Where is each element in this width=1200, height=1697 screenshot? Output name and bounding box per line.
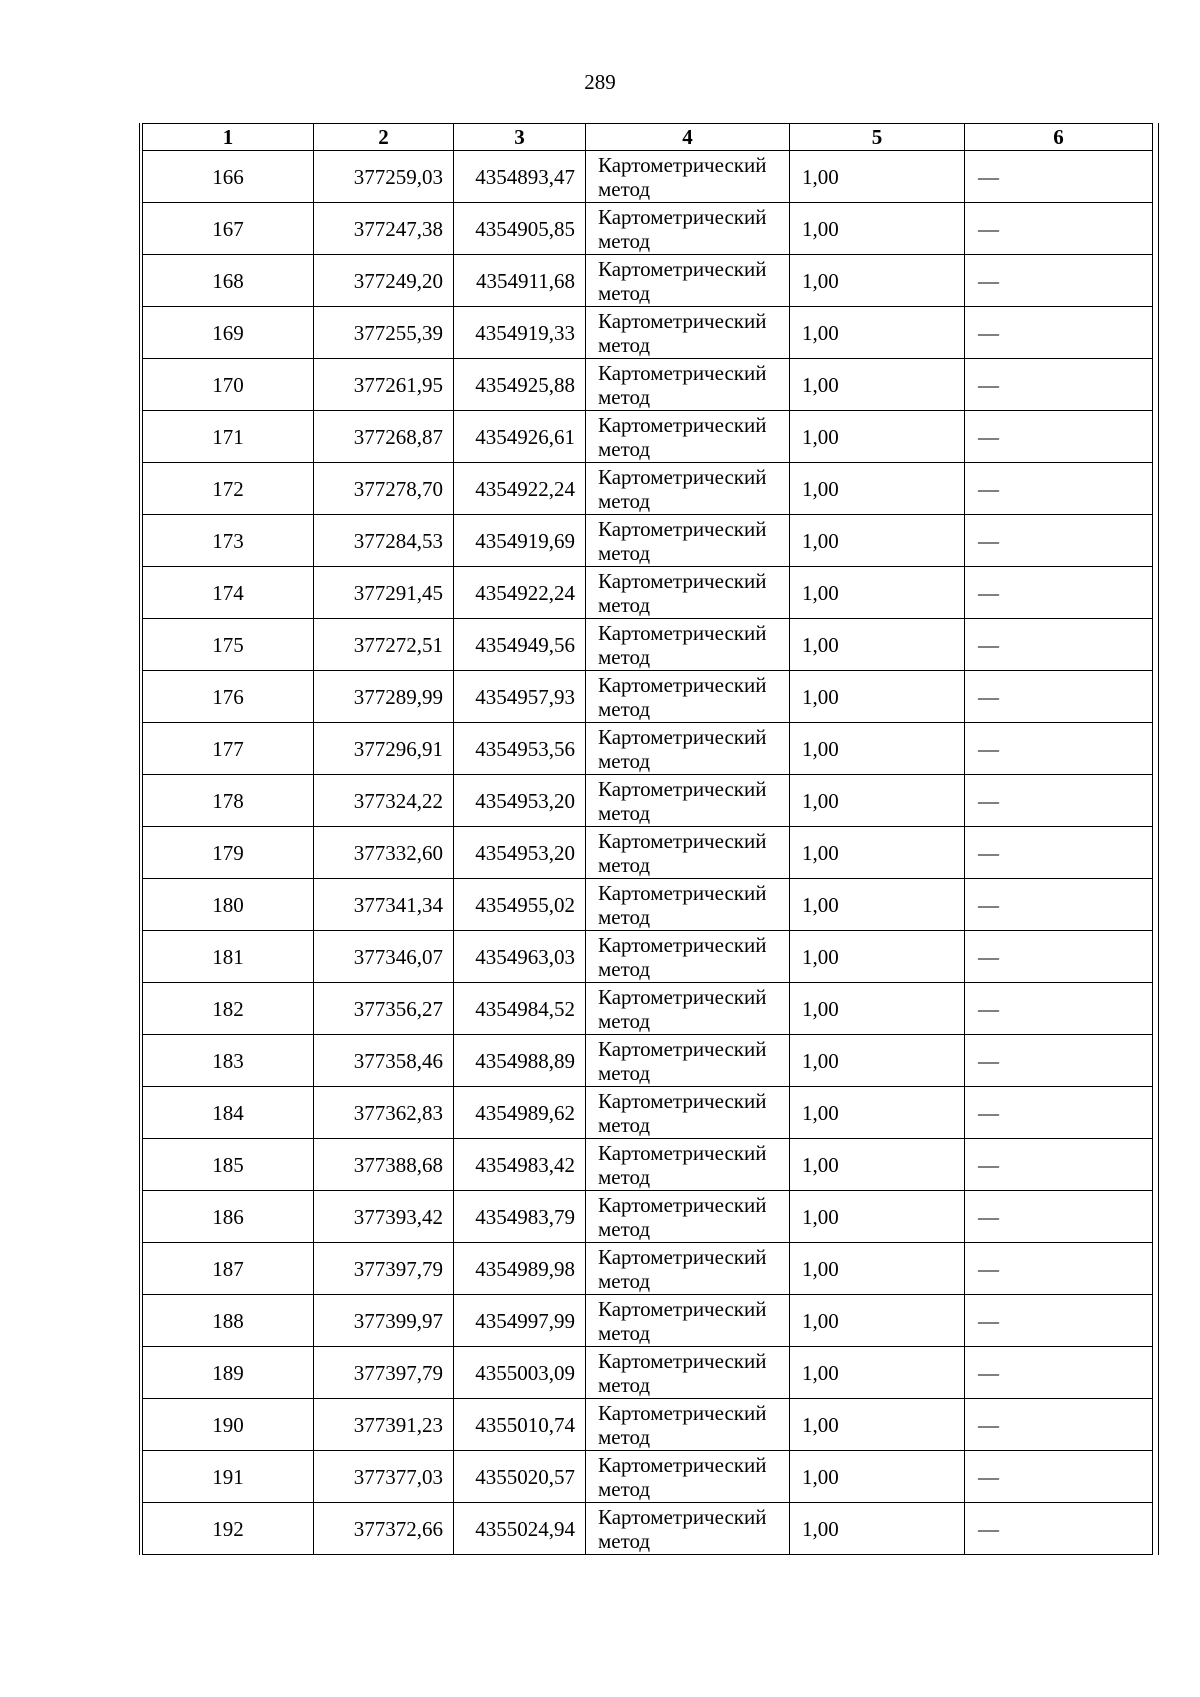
x-coordinate-cell: 377393,42: [314, 1191, 454, 1243]
point-number-cell: 190: [143, 1399, 314, 1451]
table-row: [143, 151, 1153, 203]
method-cell: [586, 1139, 790, 1191]
accuracy-cell: 1,00: [790, 255, 965, 307]
point-number-cell: 192: [143, 1503, 314, 1555]
method-line-2: метод: [598, 540, 651, 565]
y-coordinate-cell: 4355024,94: [454, 1503, 586, 1555]
method-line-2: метод: [598, 644, 651, 669]
method-cell: [586, 359, 790, 411]
method-line-1: Картометрический: [598, 620, 767, 645]
note-cell: —: [965, 1243, 1153, 1295]
note-cell: —: [965, 515, 1153, 567]
method-line-1: Картометрический: [598, 516, 767, 541]
method-cell: [586, 775, 790, 827]
method-line-1: Картометрический: [598, 1296, 767, 1321]
x-coordinate-cell: 377289,99: [314, 671, 454, 723]
note-cell: —: [965, 463, 1153, 515]
y-coordinate-cell: 4354925,88: [454, 359, 586, 411]
point-number-cell: 191: [143, 1451, 314, 1503]
table-row: [143, 359, 1153, 411]
method-line-2: метод: [598, 1320, 651, 1345]
y-coordinate-cell: 4354922,24: [454, 567, 586, 619]
note-cell: —: [965, 1451, 1153, 1503]
note-cell: —: [965, 619, 1153, 671]
method-cell: [586, 1399, 790, 1451]
method-cell: [586, 619, 790, 671]
x-coordinate-cell: 377372,66: [314, 1503, 454, 1555]
table-row: [143, 307, 1153, 359]
accuracy-cell: 1,00: [790, 1295, 965, 1347]
column-header-1: 1: [143, 124, 314, 151]
y-coordinate-cell: 4355010,74: [454, 1399, 586, 1451]
accuracy-cell: 1,00: [790, 1503, 965, 1555]
table-row: [143, 1399, 1153, 1451]
method-line-2: метод: [598, 1528, 651, 1553]
method-cell: [586, 151, 790, 203]
method-line-1: Картометрический: [598, 1192, 767, 1217]
method-line-2: метод: [598, 228, 651, 253]
x-coordinate-cell: 377272,51: [314, 619, 454, 671]
accuracy-cell: 1,00: [790, 1139, 965, 1191]
y-coordinate-cell: 4354955,02: [454, 879, 586, 931]
y-coordinate-cell: 4354983,79: [454, 1191, 586, 1243]
page-number: 289: [584, 70, 616, 94]
point-number-cell: 180: [143, 879, 314, 931]
accuracy-cell: 1,00: [790, 827, 965, 879]
y-coordinate-cell: 4355020,57: [454, 1451, 586, 1503]
y-coordinate-cell: 4354997,99: [454, 1295, 586, 1347]
point-number-cell: 168: [143, 255, 314, 307]
method-line-1: Картометрический: [598, 1504, 767, 1529]
x-coordinate-cell: 377356,27: [314, 983, 454, 1035]
accuracy-cell: 1,00: [790, 463, 965, 515]
x-coordinate-cell: 377247,38: [314, 203, 454, 255]
table-row: [143, 567, 1153, 619]
table-row: [143, 1087, 1153, 1139]
table-header-row: [143, 124, 1153, 151]
point-number-cell: 179: [143, 827, 314, 879]
table-row: [143, 203, 1153, 255]
method-line-1: Картометрический: [598, 1244, 767, 1269]
accuracy-cell: 1,00: [790, 411, 965, 463]
note-cell: —: [965, 827, 1153, 879]
method-line-2: метод: [598, 488, 651, 513]
method-line-2: метод: [598, 592, 651, 617]
point-number-cell: 177: [143, 723, 314, 775]
method-cell: [586, 567, 790, 619]
accuracy-cell: 1,00: [790, 723, 965, 775]
point-number-cell: 188: [143, 1295, 314, 1347]
note-cell: —: [965, 671, 1153, 723]
note-cell: —: [965, 1087, 1153, 1139]
note-cell: —: [965, 1139, 1153, 1191]
accuracy-cell: 1,00: [790, 1191, 965, 1243]
method-line-1: Картометрический: [598, 1140, 767, 1165]
method-line-2: метод: [598, 1372, 651, 1397]
method-line-1: Картометрический: [598, 1348, 767, 1373]
note-cell: —: [965, 1295, 1153, 1347]
note-cell: —: [965, 1191, 1153, 1243]
note-cell: —: [965, 983, 1153, 1035]
method-line-1: Картометрический: [598, 412, 767, 437]
method-line-2: метод: [598, 1008, 651, 1033]
table-body: [143, 151, 1153, 1555]
method-cell: [586, 1451, 790, 1503]
method-cell: [586, 255, 790, 307]
method-cell: [586, 671, 790, 723]
point-number-cell: 174: [143, 567, 314, 619]
table-row: [143, 463, 1153, 515]
table-row: [143, 983, 1153, 1035]
x-coordinate-cell: 377358,46: [314, 1035, 454, 1087]
note-cell: —: [965, 151, 1153, 203]
y-coordinate-cell: 4355003,09: [454, 1347, 586, 1399]
method-cell: [586, 827, 790, 879]
method-line-2: метод: [598, 748, 651, 773]
x-coordinate-cell: 377259,03: [314, 151, 454, 203]
method-line-2: метод: [598, 280, 651, 305]
table-row: [143, 879, 1153, 931]
accuracy-cell: 1,00: [790, 1399, 965, 1451]
table-row: [143, 515, 1153, 567]
x-coordinate-cell: 377332,60: [314, 827, 454, 879]
y-coordinate-cell: 4354957,93: [454, 671, 586, 723]
method-line-1: Картометрический: [598, 360, 767, 385]
point-number-cell: 181: [143, 931, 314, 983]
method-line-1: Картометрический: [598, 672, 767, 697]
x-coordinate-cell: 377268,87: [314, 411, 454, 463]
point-number-cell: 185: [143, 1139, 314, 1191]
method-line-1: Картометрический: [598, 308, 767, 333]
accuracy-cell: 1,00: [790, 1087, 965, 1139]
y-coordinate-cell: 4354926,61: [454, 411, 586, 463]
point-number-cell: 169: [143, 307, 314, 359]
table-row: [143, 619, 1153, 671]
y-coordinate-cell: 4354919,33: [454, 307, 586, 359]
coordinates-table-frame: [139, 123, 1159, 1555]
y-coordinate-cell: 4354953,20: [454, 827, 586, 879]
accuracy-cell: 1,00: [790, 619, 965, 671]
point-number-cell: 184: [143, 1087, 314, 1139]
y-coordinate-cell: 4354983,42: [454, 1139, 586, 1191]
method-line-1: Картометрический: [598, 1088, 767, 1113]
method-line-1: Картометрический: [598, 568, 767, 593]
note-cell: —: [965, 1347, 1153, 1399]
column-header-3: 3: [454, 124, 586, 151]
method-line-1: Картометрический: [598, 152, 767, 177]
x-coordinate-cell: 377346,07: [314, 931, 454, 983]
method-line-1: Картометрический: [598, 1036, 767, 1061]
table-row: [143, 1035, 1153, 1087]
x-coordinate-cell: 377255,39: [314, 307, 454, 359]
method-line-1: Картометрический: [598, 776, 767, 801]
y-coordinate-cell: 4354893,47: [454, 151, 586, 203]
x-coordinate-cell: 377261,95: [314, 359, 454, 411]
method-line-2: метод: [598, 1112, 651, 1137]
x-coordinate-cell: 377291,45: [314, 567, 454, 619]
point-number-cell: 183: [143, 1035, 314, 1087]
point-number-cell: 173: [143, 515, 314, 567]
accuracy-cell: 1,00: [790, 307, 965, 359]
table-row: [143, 1295, 1153, 1347]
table-row: [143, 1139, 1153, 1191]
accuracy-cell: 1,00: [790, 1451, 965, 1503]
accuracy-cell: 1,00: [790, 1035, 965, 1087]
method-line-1: Картометрический: [598, 724, 767, 749]
column-header-4: 4: [586, 124, 790, 151]
accuracy-cell: 1,00: [790, 359, 965, 411]
note-cell: —: [965, 1035, 1153, 1087]
y-coordinate-cell: 4354905,85: [454, 203, 586, 255]
note-cell: —: [965, 567, 1153, 619]
method-line-1: Картометрический: [598, 204, 767, 229]
point-number-cell: 170: [143, 359, 314, 411]
y-coordinate-cell: 4354963,03: [454, 931, 586, 983]
y-coordinate-cell: 4354984,52: [454, 983, 586, 1035]
method-line-1: Картометрический: [598, 464, 767, 489]
x-coordinate-cell: 377284,53: [314, 515, 454, 567]
method-line-2: метод: [598, 956, 651, 981]
point-number-cell: 189: [143, 1347, 314, 1399]
point-number-cell: 186: [143, 1191, 314, 1243]
method-cell: [586, 307, 790, 359]
method-cell: [586, 463, 790, 515]
point-number-cell: 176: [143, 671, 314, 723]
x-coordinate-cell: 377324,22: [314, 775, 454, 827]
accuracy-cell: 1,00: [790, 931, 965, 983]
accuracy-cell: 1,00: [790, 567, 965, 619]
column-header-6: 6: [965, 124, 1153, 151]
x-coordinate-cell: 377341,34: [314, 879, 454, 931]
x-coordinate-cell: 377278,70: [314, 463, 454, 515]
method-line-2: метод: [598, 1216, 651, 1241]
y-coordinate-cell: 4354988,89: [454, 1035, 586, 1087]
note-cell: —: [965, 879, 1153, 931]
accuracy-cell: 1,00: [790, 1243, 965, 1295]
table-row: [143, 1451, 1153, 1503]
method-line-2: метод: [598, 332, 651, 357]
x-coordinate-cell: 377296,91: [314, 723, 454, 775]
note-cell: —: [965, 359, 1153, 411]
method-cell: [586, 411, 790, 463]
table-row: [143, 1347, 1153, 1399]
method-line-2: метод: [598, 852, 651, 877]
point-number-cell: 178: [143, 775, 314, 827]
method-line-1: Картометрический: [598, 256, 767, 281]
note-cell: —: [965, 203, 1153, 255]
column-header-5: 5: [790, 124, 965, 151]
y-coordinate-cell: 4354949,56: [454, 619, 586, 671]
point-number-cell: 171: [143, 411, 314, 463]
point-number-cell: 166: [143, 151, 314, 203]
accuracy-cell: 1,00: [790, 879, 965, 931]
accuracy-cell: 1,00: [790, 983, 965, 1035]
note-cell: —: [965, 1503, 1153, 1555]
method-cell: [586, 1243, 790, 1295]
table-row: [143, 255, 1153, 307]
x-coordinate-cell: 377391,23: [314, 1399, 454, 1451]
note-cell: —: [965, 775, 1153, 827]
table-row: [143, 411, 1153, 463]
method-line-1: Картометрический: [598, 984, 767, 1009]
table-row: [143, 1503, 1153, 1555]
method-line-2: метод: [598, 1268, 651, 1293]
point-number-cell: 187: [143, 1243, 314, 1295]
method-cell: [586, 931, 790, 983]
x-coordinate-cell: 377362,83: [314, 1087, 454, 1139]
table-row: [143, 1191, 1153, 1243]
y-coordinate-cell: 4354922,24: [454, 463, 586, 515]
y-coordinate-cell: 4354953,56: [454, 723, 586, 775]
method-cell: [586, 879, 790, 931]
x-coordinate-cell: 377399,97: [314, 1295, 454, 1347]
accuracy-cell: 1,00: [790, 515, 965, 567]
method-line-2: метод: [598, 176, 651, 201]
method-line-1: Картометрический: [598, 1452, 767, 1477]
method-line-2: метод: [598, 696, 651, 721]
method-cell: [586, 1503, 790, 1555]
table-row: [143, 775, 1153, 827]
accuracy-cell: 1,00: [790, 203, 965, 255]
table-row: [143, 723, 1153, 775]
table-row: [143, 1243, 1153, 1295]
method-line-2: метод: [598, 436, 651, 461]
y-coordinate-cell: 4354953,20: [454, 775, 586, 827]
y-coordinate-cell: 4354989,98: [454, 1243, 586, 1295]
coordinates-table: [142, 123, 1153, 1555]
note-cell: —: [965, 255, 1153, 307]
method-cell: [586, 983, 790, 1035]
note-cell: —: [965, 931, 1153, 983]
x-coordinate-cell: 377249,20: [314, 255, 454, 307]
y-coordinate-cell: 4354989,62: [454, 1087, 586, 1139]
method-cell: [586, 723, 790, 775]
method-cell: [586, 1191, 790, 1243]
x-coordinate-cell: 377397,79: [314, 1347, 454, 1399]
column-header-2: 2: [314, 124, 454, 151]
note-cell: —: [965, 1399, 1153, 1451]
method-line-2: метод: [598, 1164, 651, 1189]
y-coordinate-cell: 4354911,68: [454, 255, 586, 307]
y-coordinate-cell: 4354919,69: [454, 515, 586, 567]
note-cell: —: [965, 307, 1153, 359]
method-line-2: метод: [598, 800, 651, 825]
point-number-cell: 182: [143, 983, 314, 1035]
method-line-1: Картометрический: [598, 828, 767, 853]
method-line-2: метод: [598, 1476, 651, 1501]
method-line-2: метод: [598, 1424, 651, 1449]
method-line-1: Картометрический: [598, 1400, 767, 1425]
method-cell: [586, 1035, 790, 1087]
method-line-2: метод: [598, 384, 651, 409]
method-line-2: метод: [598, 1060, 651, 1085]
note-cell: —: [965, 723, 1153, 775]
method-cell: [586, 203, 790, 255]
point-number-cell: 175: [143, 619, 314, 671]
accuracy-cell: 1,00: [790, 1347, 965, 1399]
accuracy-cell: 1,00: [790, 775, 965, 827]
method-line-1: Картометрический: [598, 880, 767, 905]
accuracy-cell: 1,00: [790, 671, 965, 723]
accuracy-cell: 1,00: [790, 151, 965, 203]
method-line-2: метод: [598, 904, 651, 929]
table-row: [143, 827, 1153, 879]
method-cell: [586, 1087, 790, 1139]
x-coordinate-cell: 377397,79: [314, 1243, 454, 1295]
point-number-cell: 172: [143, 463, 314, 515]
point-number-cell: 167: [143, 203, 314, 255]
method-cell: [586, 1295, 790, 1347]
x-coordinate-cell: 377377,03: [314, 1451, 454, 1503]
x-coordinate-cell: 377388,68: [314, 1139, 454, 1191]
method-line-1: Картометрический: [598, 932, 767, 957]
method-cell: [586, 1347, 790, 1399]
note-cell: —: [965, 411, 1153, 463]
method-cell: [586, 515, 790, 567]
table-row: [143, 931, 1153, 983]
table-row: [143, 671, 1153, 723]
